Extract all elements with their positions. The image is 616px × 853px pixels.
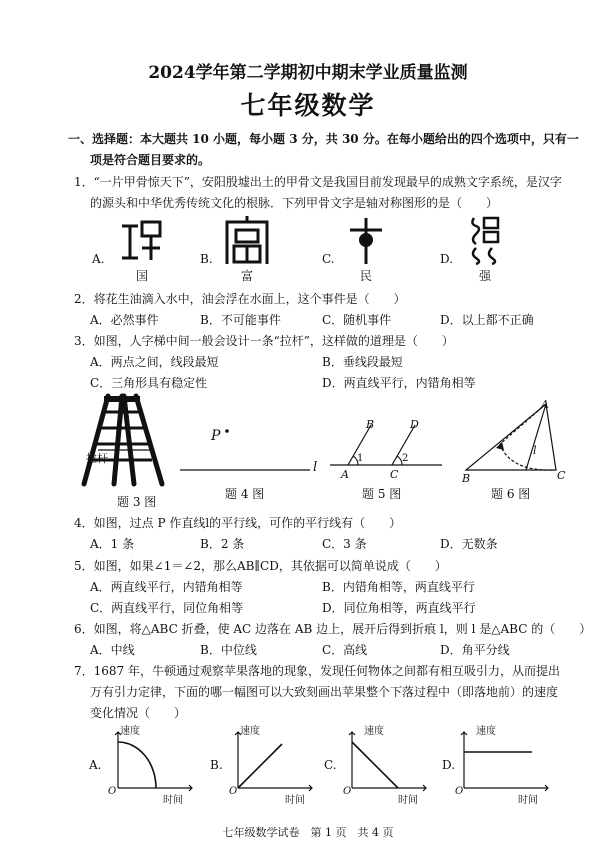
q7-option-b: B. xyxy=(210,758,223,772)
q2-option-d: D．以上都不正确 xyxy=(440,313,534,327)
q1-line2: 的源头和中华优秀传统文化的根脉．下列甲骨文字是轴对称图形的是（ ） xyxy=(90,196,499,210)
q7-line1: 7．1687 年，牛顿通过观察苹果落地的现象，发现任何物体之间都有相互吸引力，从而提出 xyxy=(74,664,560,678)
fig6-label-c: C xyxy=(557,469,566,482)
q7-graph-b-origin: O xyxy=(229,786,238,797)
fig5-label-a: A xyxy=(341,468,349,481)
q5-option-a: A．两直线平行，内错角相等 xyxy=(90,580,243,594)
fig5-label-d: D xyxy=(410,418,419,431)
subject-title: 七年级数学 xyxy=(240,91,376,120)
q1-option-a-char: 国 xyxy=(136,269,149,283)
fig4-line-label: l xyxy=(313,460,318,475)
oracle-glyph-guo xyxy=(120,218,164,264)
q7-graph-c-xlabel: 时间 xyxy=(398,795,418,806)
q1-option-c-char: 民 xyxy=(360,269,373,283)
q7-option-d: D. xyxy=(442,758,456,772)
q4-line1: 4．如图，过点 P 作直线l的平行线，可作的平行线有（ ） xyxy=(74,516,402,530)
q7-graph-d xyxy=(458,728,552,792)
q7-option-a: A. xyxy=(89,758,102,772)
q7-graph-c-ylabel: 速度 xyxy=(364,726,384,737)
q1-option-b-letter: B. xyxy=(200,252,213,266)
fig5-label-angle2: 2 xyxy=(402,453,409,464)
q1-option-b-char: 富 xyxy=(241,269,254,283)
q3-option-a: A．两点之间，线段最短 xyxy=(90,355,219,369)
q5-option-d: D．同位角相等，两直线平行 xyxy=(322,601,476,615)
figure3-ladder xyxy=(78,392,168,488)
fig6-label-l: l xyxy=(533,444,537,457)
q4-option-c: C．3 条 xyxy=(322,537,367,551)
q2-option-b: B．不可能事件 xyxy=(200,313,281,327)
q7-graph-c-origin: O xyxy=(343,786,352,797)
q6-option-d: D．角平分线 xyxy=(440,643,510,657)
figure6-triangle xyxy=(460,398,570,480)
q3-line1: 3．如图，人字梯中间一般会设计一条“拉杆”，这样做的道理是（ ） xyxy=(74,334,454,348)
q1-option-a-letter: A. xyxy=(92,252,105,266)
q1-option-d-char: 强 xyxy=(479,269,492,283)
q7-line3: 变化情况（ ） xyxy=(90,706,187,720)
fig5-label-angle1: 1 xyxy=(357,453,364,464)
section1-line2: 项是符合题目要求的。 xyxy=(90,153,211,167)
q1-option-d-letter: D. xyxy=(440,252,454,266)
fig4-caption: 题 4 图 xyxy=(225,487,265,501)
q7-graph-a-origin: O xyxy=(108,786,117,797)
q7-line2: 万有引力定律，下面的哪一幅图可以大致刻画出苹果整个下落过程中（即落地前）的速度 xyxy=(90,685,559,699)
q1-line1: 1．“一片甲骨惊天下”，安阳殷墟出土的甲骨文是我国目前发现最早的成熟文字系统，是汉字 xyxy=(74,175,562,189)
exam-title: 2024学年第二学期初中期末学业质量监测 xyxy=(148,63,468,83)
q7-graph-a-ylabel: 速度 xyxy=(120,726,140,737)
q4-option-b: B．2 条 xyxy=(200,537,245,551)
q5-option-c: C．两直线平行，同位角相等 xyxy=(90,601,244,615)
fig3-pull-rod-label: 拉杆 xyxy=(86,452,108,465)
q6-line1: 6．如图，将△ABC 折叠，使 AC 边落在 AB 边上，展开后得到折痕 l，则 l 是△ABC 的（ ） xyxy=(74,622,592,636)
q6-option-a: A．中线 xyxy=(90,643,135,657)
oracle-glyph-qiang xyxy=(468,214,504,266)
fig6-label-a: A xyxy=(541,398,549,411)
q7-graph-d-xlabel: 时间 xyxy=(518,795,538,806)
q7-graph-b xyxy=(232,728,314,792)
q4-option-a: A．1 条 xyxy=(90,537,135,551)
fig5-label-b: B xyxy=(366,418,375,431)
fig3-caption: 题 3 图 xyxy=(117,495,157,509)
q7-graph-c xyxy=(346,728,428,792)
figure4-point xyxy=(224,428,230,434)
q7-graph-a-xlabel: 时间 xyxy=(163,795,183,806)
q2-option-a: A．必然事件 xyxy=(90,313,159,327)
q4-option-d: D．无数条 xyxy=(440,537,498,551)
fig6-caption: 题 6 图 xyxy=(491,487,531,501)
q2-option-c: C．随机事件 xyxy=(322,313,392,327)
fig5-caption: 题 5 图 xyxy=(362,487,402,501)
q5-option-b: B．内错角相等，两直线平行 xyxy=(322,580,475,594)
q6-option-c: C．高线 xyxy=(322,643,368,657)
q3-option-d: D．两直线平行，内错角相等 xyxy=(322,376,476,390)
page-footer: 七年级数学试卷 第 1 页 共 4 页 xyxy=(222,826,394,839)
oracle-glyph-fu xyxy=(224,214,270,266)
q7-graph-b-ylabel: 速度 xyxy=(240,726,260,737)
q3-option-c: C．三角形具有稳定性 xyxy=(90,376,208,390)
section1-line1: 一、选择题：本大题共 10 小题，每小题 3 分，共 30 分。在每小题给出的四个选项中，只有一 xyxy=(68,132,579,146)
oracle-glyph-min xyxy=(346,216,386,266)
q2-line1: 2．将花生油滴入水中，油会浮在水面上，这个事件是（ ） xyxy=(74,292,406,306)
fig4-point-label: P xyxy=(211,428,221,444)
q7-graph-b-xlabel: 时间 xyxy=(285,795,305,806)
q5-line1: 5．如图，如果∠1＝∠2，那么AB∥CD，其依据可以简单说成（ ） xyxy=(74,559,447,573)
q7-option-c: C. xyxy=(324,758,337,772)
q7-graph-d-ylabel: 速度 xyxy=(476,726,496,737)
q3-option-b: B．垂线段最短 xyxy=(322,355,403,369)
q7-graph-a xyxy=(112,728,194,792)
q7-graph-d-origin: O xyxy=(455,786,464,797)
fig6-label-b: B xyxy=(462,472,471,485)
fig5-label-c: C xyxy=(390,468,399,481)
q1-option-c-letter: C. xyxy=(322,252,335,266)
figure4-line xyxy=(180,468,312,472)
q6-option-b: B．中位线 xyxy=(200,643,257,657)
